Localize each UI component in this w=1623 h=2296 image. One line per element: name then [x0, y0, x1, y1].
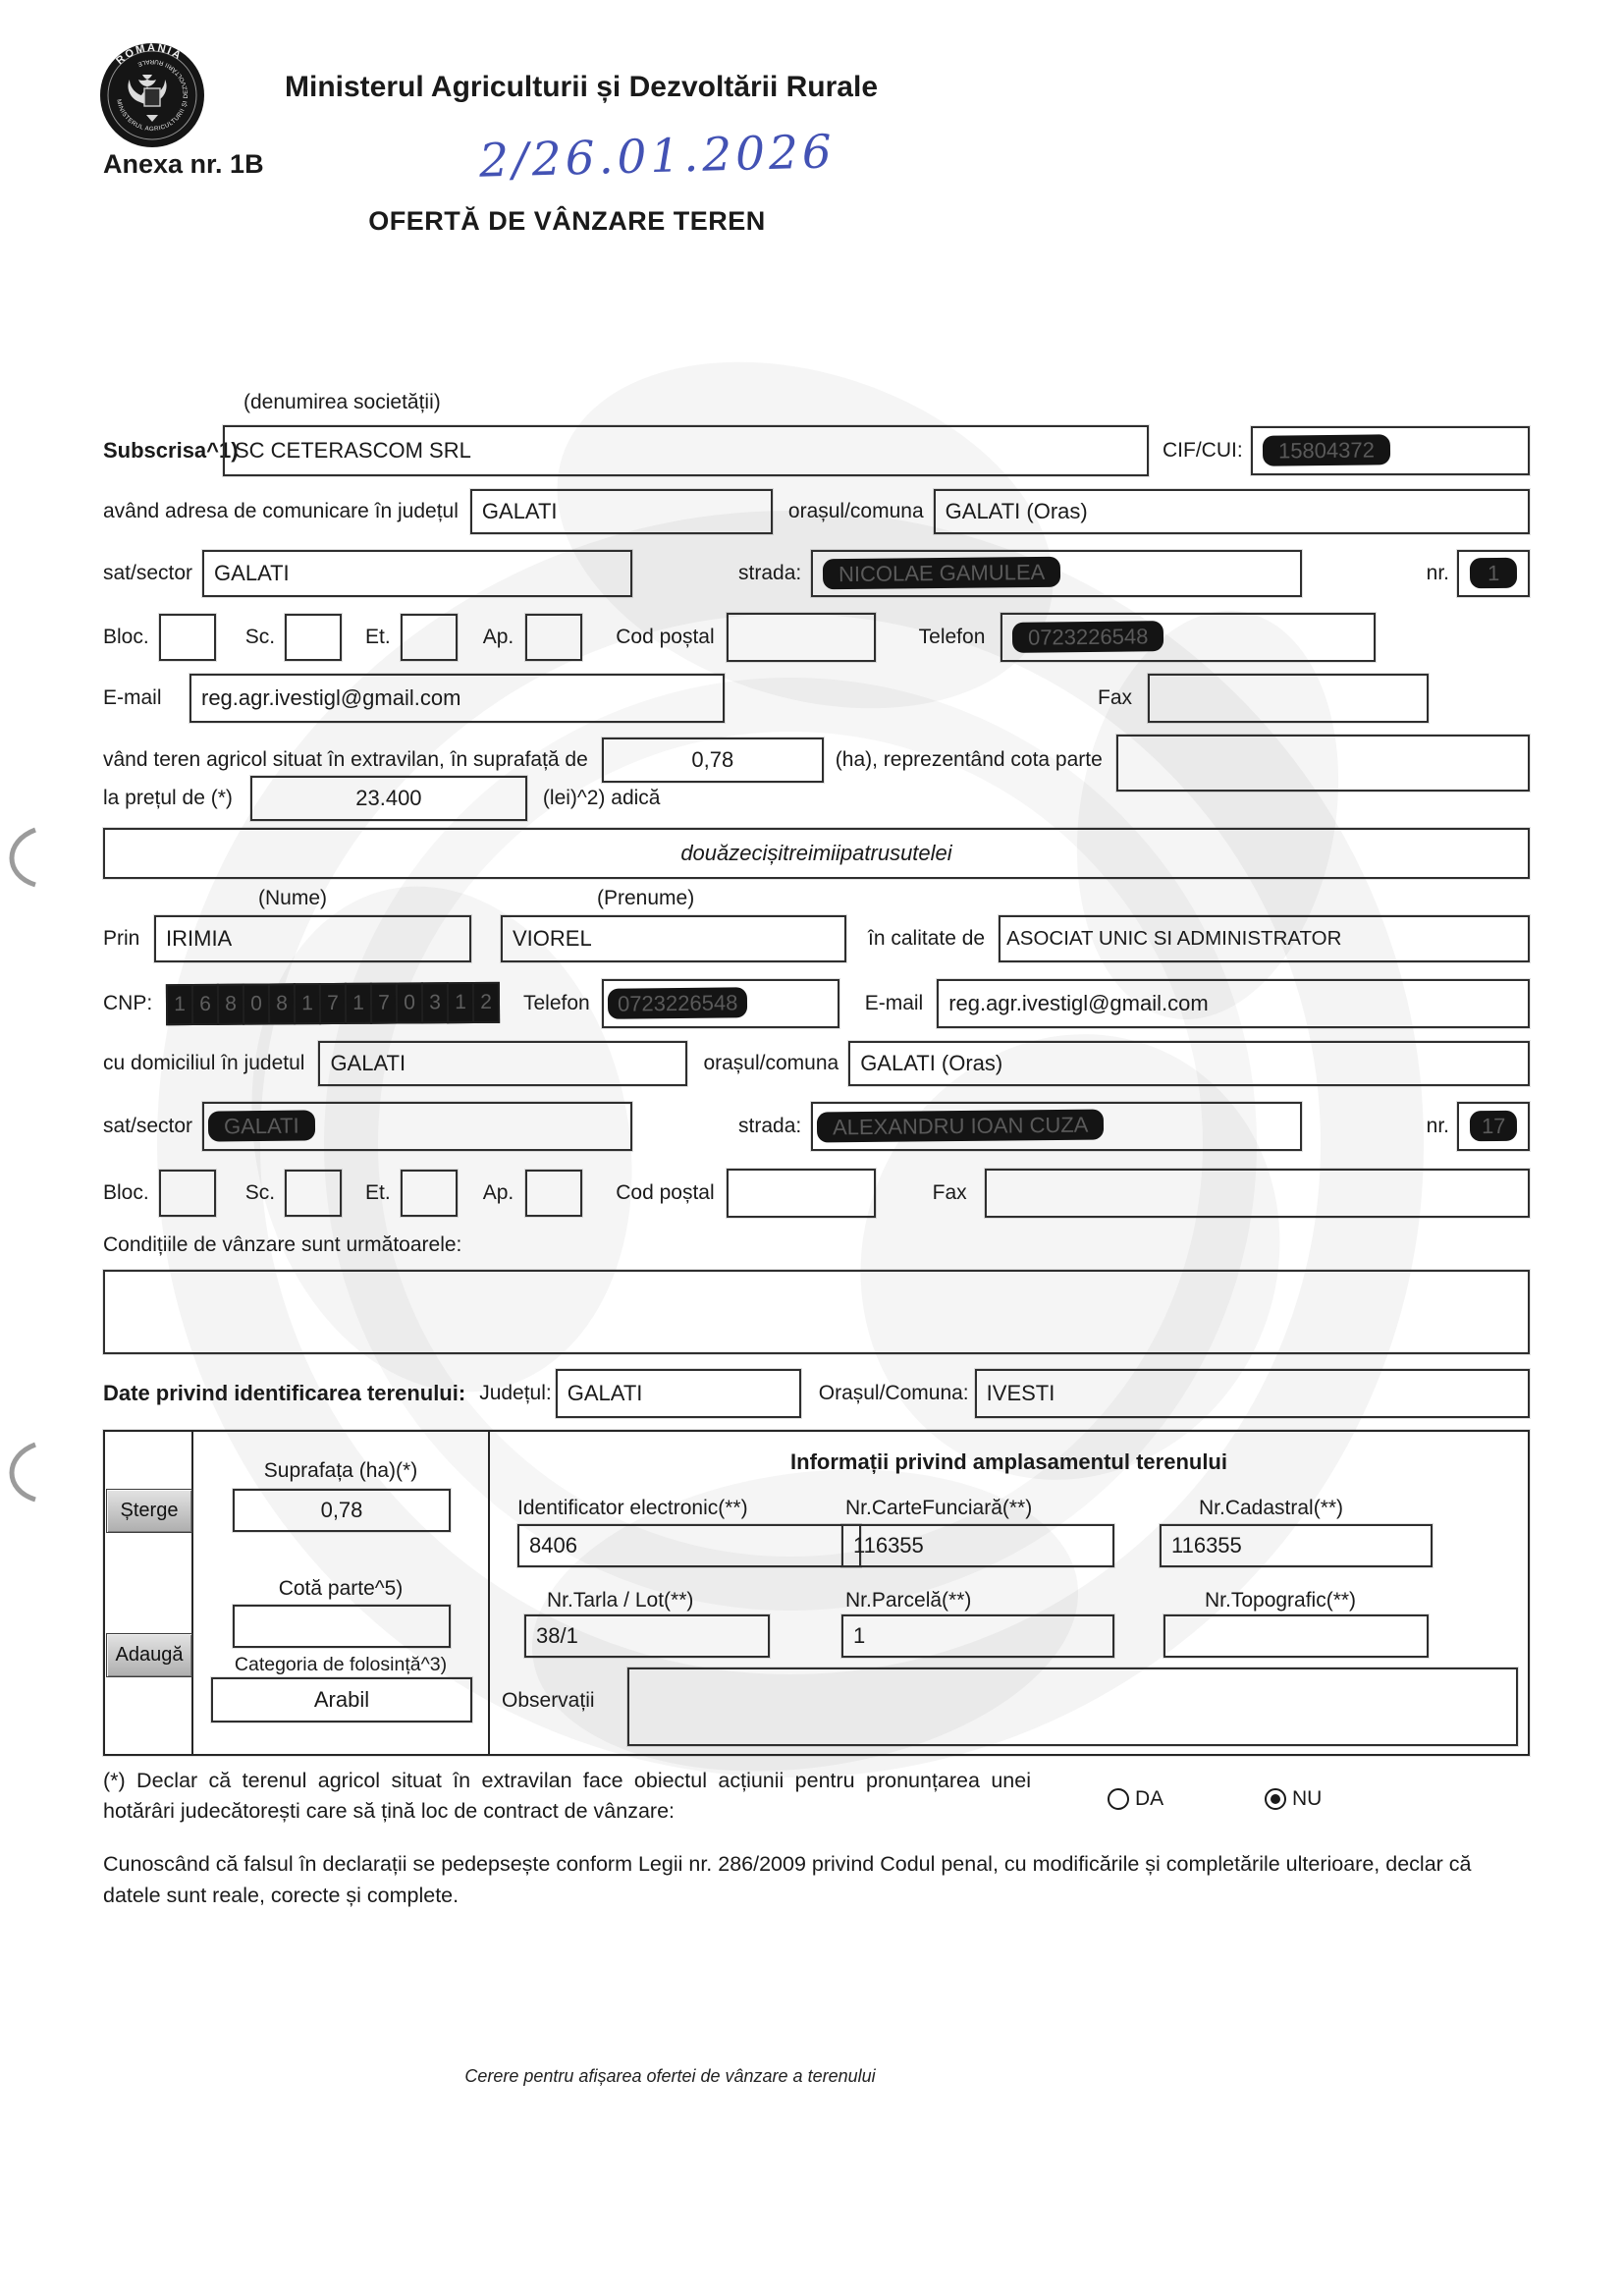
et-label: Et. — [365, 626, 391, 648]
bloc2-label: Bloc. — [103, 1181, 149, 1204]
land-section-label: Date privind identificarea terenului: — [103, 1381, 466, 1405]
seller-fax-label: Fax — [1098, 686, 1133, 709]
location-info-header: Informații privind amplasamentul terenului — [790, 1449, 1227, 1474]
phone-redacted-value: 0723226548 — [1012, 622, 1164, 654]
ap-field[interactable] — [525, 614, 582, 661]
rep-phone-redacted-value: 0723226548 — [608, 988, 748, 1020]
seller-email-label: E-mail — [103, 686, 162, 709]
price-in-words-row — [103, 828, 1530, 879]
domicile-nr-label: nr. — [1426, 1115, 1449, 1137]
cnp-digit-cell: 3 — [421, 982, 449, 1023]
cnp-digit-cell: 8 — [268, 983, 296, 1024]
radio-da-label: DA — [1135, 1787, 1164, 1810]
seal-ring-text: MINISTERUL AGRICULTURII ȘI DEZVOLTĂRII RURALE — [115, 57, 190, 134]
ministry-name: Ministerul Agriculturii și Dezvoltării Rurale — [285, 71, 879, 103]
ap-label: Ap. — [482, 626, 514, 648]
seller-building-row — [103, 613, 1530, 662]
area-field[interactable]: 0,78 — [602, 738, 824, 783]
nr-redacted-value: 1 — [1470, 558, 1518, 589]
seller-county-label: având adresa de comunicare în județul — [103, 500, 459, 522]
seller-fax-field[interactable] — [1148, 674, 1429, 723]
rep-phone-label: Telefon — [523, 992, 590, 1014]
identificator-label: Identificator electronic(**) — [517, 1497, 748, 1519]
seller-phone-label: Telefon — [918, 626, 986, 648]
categoria-cell[interactable]: Arabil — [211, 1677, 472, 1722]
cadastral-cell[interactable]: 116355 — [1160, 1524, 1433, 1567]
cnp-digit-cell: 1 — [345, 983, 372, 1024]
domicile-village-field[interactable] — [202, 1102, 632, 1151]
land-city-field[interactable]: IVESTI — [975, 1369, 1530, 1418]
domicile-label: cu domiciliul în judetul — [103, 1052, 305, 1074]
cif-field[interactable] — [1251, 426, 1530, 475]
seller-phone-field[interactable] — [1001, 613, 1376, 662]
company-name-field[interactable]: SC CETERASCOM SRL — [223, 425, 1149, 476]
bloc-field[interactable] — [159, 614, 216, 661]
representative-row — [103, 915, 1530, 962]
domicile-nr-redacted-value: 17 — [1470, 1111, 1518, 1142]
parcela-cell[interactable]: 1 — [841, 1614, 1114, 1658]
binding-mark — [0, 827, 39, 888]
rep-email-field[interactable]: reg.agr.ivestigl@gmail.com — [937, 979, 1530, 1028]
suprafata-cell[interactable]: 0,78 — [233, 1489, 451, 1532]
village-redacted-value: GALATI — [208, 1111, 315, 1142]
street-redacted-value: NICOLAE GAMULEA — [823, 557, 1061, 590]
cota-col-label: Cotă parte^5) — [278, 1577, 404, 1600]
domicile-county-field[interactable]: GALATI — [318, 1041, 687, 1086]
radio-nu-label: NU — [1292, 1787, 1323, 1810]
et2-field[interactable] — [401, 1170, 458, 1217]
seller-county-field[interactable]: GALATI — [470, 489, 773, 534]
seller-email-row — [103, 674, 1530, 723]
table-location-column — [490, 1432, 1528, 1754]
seal-country-text: ROMÂNIA — [114, 41, 185, 68]
land-parcels-table — [103, 1430, 1530, 1756]
company-row — [103, 425, 1530, 476]
declaration-text: (*) Declar că terenul agricol situat în extravilan face obiectul acțiunii pentru pronunțarea unei hotărâri judecătorești care să țină loc de contract de vânzare: — [103, 1769, 1031, 1824]
radio-da[interactable] — [1108, 1788, 1129, 1810]
domicile-village-street-row — [103, 1102, 1530, 1151]
annex-label: Anexa nr. 1B — [103, 149, 264, 179]
price-label: la prețul de (*) — [103, 787, 233, 809]
table-area-column — [193, 1432, 490, 1754]
price-in-words-field[interactable]: douăzecișitreimiipatrusutelei — [103, 828, 1530, 879]
seller-nr-field[interactable] — [1457, 550, 1530, 597]
seller-village-street-row — [103, 550, 1530, 597]
observatii-cell[interactable] — [627, 1667, 1518, 1746]
seller-city-label: orașul/comuna — [787, 500, 924, 522]
cnp-digit-cell: 7 — [370, 983, 398, 1024]
topografic-label: Nr.Topografic(**) — [1205, 1589, 1357, 1612]
calitate-field[interactable]: ASOCIAT UNIC SI ADMINISTRATOR — [999, 915, 1530, 962]
observatii-label: Observații — [502, 1689, 595, 1712]
binding-mark — [0, 1442, 39, 1503]
domicile-county-row — [103, 1041, 1530, 1086]
cnp-cells[interactable] — [168, 982, 500, 1025]
parcela-label: Nr.Parcelă(**) — [845, 1589, 972, 1612]
land-city-label: Orașul/Comuna: — [818, 1382, 969, 1404]
cnp-digit-cell: 0 — [396, 982, 423, 1023]
nume-hint: (Nume) — [258, 887, 328, 909]
sc-label: Sc. — [244, 626, 276, 648]
ap2-label: Ap. — [482, 1181, 514, 1204]
area-label: vând teren agricol situat în extravilan, în suprafață de — [103, 748, 588, 771]
prenume-hint: (Prenume) — [597, 887, 695, 909]
seller-street-field[interactable] — [811, 550, 1302, 597]
seller-street-label: strada: — [738, 562, 802, 584]
cnp-digit-cell: 2 — [472, 982, 500, 1023]
tarla-cell[interactable]: 38/1 — [524, 1614, 770, 1658]
seller-email-field[interactable]: reg.agr.ivestigl@gmail.com — [189, 674, 725, 723]
cif-redacted-value: 15804372 — [1263, 435, 1390, 467]
handwritten-registration-number: 2/26.01.2026 — [478, 125, 837, 189]
last-name-field[interactable]: IRIMIA — [154, 915, 471, 962]
domicile-village-label: sat/sector — [103, 1115, 193, 1137]
tarla-label: Nr.Tarla / Lot(**) — [547, 1589, 694, 1612]
postal2-field[interactable] — [727, 1169, 876, 1218]
domicile-street-label: strada: — [738, 1115, 802, 1137]
land-county-label: Județul: — [479, 1382, 552, 1404]
cnp-row — [103, 979, 1530, 1028]
cnp-digit-cell: 0 — [243, 983, 270, 1024]
bloc2-field[interactable] — [159, 1170, 216, 1217]
rep-phone-field[interactable] — [602, 979, 839, 1028]
footer-caption: Cerere pentru afișarea ofertei de vânzare a terenului — [464, 2066, 876, 2086]
categoria-col-label: Categoria de folosință^3) — [234, 1654, 448, 1675]
price-field[interactable]: 23.400 — [250, 776, 527, 821]
land-county-field[interactable]: GALATI — [556, 1369, 801, 1418]
bloc-label: Bloc. — [103, 626, 149, 648]
domicile-street-field[interactable] — [811, 1102, 1302, 1151]
cota-cell[interactable] — [233, 1605, 451, 1648]
domicile-street-redacted-value: ALEXANDRU IOAN CUZA — [817, 1110, 1105, 1143]
et-field[interactable] — [401, 614, 458, 661]
postal2-label: Cod poștal — [616, 1181, 715, 1204]
cnp-digit-cell: 6 — [191, 984, 219, 1025]
et2-label: Et. — [365, 1181, 391, 1204]
cnp-label: CNP: — [103, 992, 153, 1014]
rep-email-label: E-mail — [864, 992, 924, 1014]
seller-county-row — [103, 489, 1530, 534]
domicile-fax-field[interactable] — [985, 1169, 1530, 1218]
seller-nr-label: nr. — [1426, 562, 1449, 584]
cadastral-label: Nr.Cadastral(**) — [1199, 1497, 1344, 1519]
postal-label: Cod poștal — [616, 626, 715, 648]
add-row-button[interactable]: Adaugă — [106, 1633, 192, 1677]
carte-funciara-cell[interactable]: 116355 — [841, 1524, 1114, 1567]
topografic-cell[interactable] — [1163, 1614, 1429, 1658]
seller-village-label: sat/sector — [103, 562, 193, 584]
form-title: OFERTĂ DE VÂNZARE TEREN — [368, 206, 766, 236]
cnp-digit-cell: 1 — [447, 982, 474, 1023]
subscrisa-label: Subscrisa^1) — [103, 438, 239, 463]
cif-label: CIF/CUI: — [1163, 439, 1243, 462]
cnp-digit-cell: 8 — [217, 984, 244, 1025]
seller-village-field[interactable]: GALATI — [202, 550, 632, 597]
domicile-city-label: orașul/comuna — [703, 1052, 839, 1074]
radio-da-group[interactable] — [1108, 1787, 1163, 1811]
price-suffix-label: (lei)^2) adică — [542, 787, 661, 809]
land-id-row — [103, 1369, 1530, 1418]
sc-field[interactable] — [285, 614, 342, 661]
legal-notice-text: Cunoscând că falsul în declarații se pedepsește conform Legii nr. 286/2009 privind Codul penal, cu modificările și completările ulterioare, declar că datele sunt reale, corecte și complete. — [103, 1852, 1472, 1908]
domicile-city-field[interactable]: GALATI (Oras) — [848, 1041, 1530, 1086]
sc2-label: Sc. — [244, 1181, 276, 1204]
prin-label: Prin — [103, 927, 140, 950]
cnp-digit-cell: 1 — [294, 983, 321, 1024]
cnp-digit-cell: 7 — [319, 983, 347, 1024]
seller-city-field[interactable]: GALATI (Oras) — [934, 489, 1530, 534]
radio-nu-group[interactable] — [1265, 1787, 1322, 1811]
conditions-label: Condițiile de vânzare sunt următoarele: — [103, 1233, 462, 1256]
cnp-digit-cell: 1 — [166, 984, 193, 1025]
price-row — [103, 776, 1530, 821]
postal-field[interactable] — [727, 613, 876, 662]
table-actions-column — [105, 1432, 193, 1754]
ministry-seal-logo — [98, 41, 206, 149]
domicile-building-row — [103, 1169, 1530, 1218]
radio-nu[interactable] — [1265, 1788, 1286, 1810]
domicile-fax-label: Fax — [932, 1181, 967, 1204]
suprafata-col-label: Suprafața (ha)(*) — [263, 1459, 418, 1482]
cota-parte-label: (ha), reprezentând cota parte — [835, 748, 1103, 771]
conditions-row — [103, 1270, 1530, 1354]
company-name-hint: (denumirea societății) — [243, 391, 441, 413]
ap2-field[interactable] — [525, 1170, 582, 1217]
delete-row-button[interactable]: Șterge — [106, 1489, 192, 1533]
sc2-field[interactable] — [285, 1170, 342, 1217]
carte-funciara-label: Nr.CarteFunciară(**) — [845, 1497, 1033, 1519]
calitate-label: în calitate de — [868, 927, 986, 950]
first-name-field[interactable]: VIOREL — [501, 915, 846, 962]
conditions-field[interactable] — [103, 1270, 1530, 1354]
domicile-nr-field[interactable] — [1457, 1102, 1530, 1151]
identificator-cell[interactable]: 8406 — [517, 1524, 861, 1567]
